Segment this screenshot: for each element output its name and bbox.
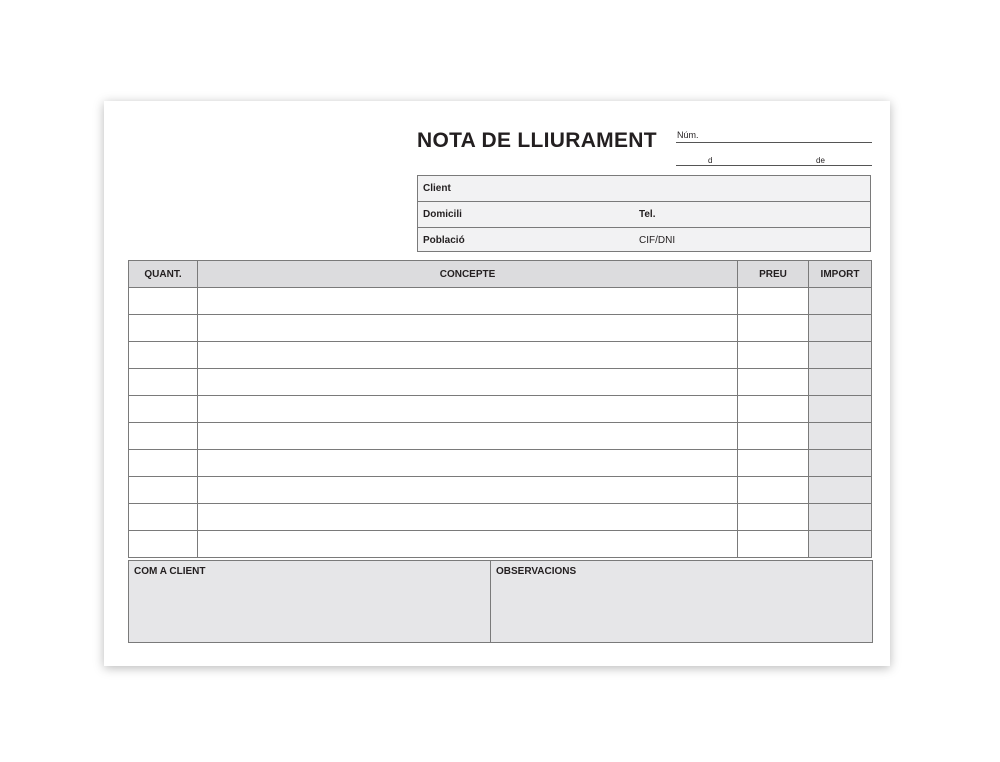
quantity-cell[interactable] [129,531,198,558]
domicili-label: Domicili [423,209,462,220]
table-row [129,450,872,477]
price-cell[interactable] [738,423,809,450]
price-cell[interactable] [738,504,809,531]
concept-cell[interactable] [198,288,738,315]
tel-label: Tel. [639,209,656,220]
date-day-label: d [708,156,713,165]
observacions-box[interactable] [491,561,872,642]
concept-cell[interactable] [198,315,738,342]
concept-cell[interactable] [198,342,738,369]
amount-cell[interactable] [809,315,872,342]
table-row [129,477,872,504]
col-price-header: PREU [738,261,809,288]
table-row [129,342,872,369]
amount-cell[interactable] [809,531,872,558]
price-cell[interactable] [738,396,809,423]
concept-cell[interactable] [198,504,738,531]
concept-cell[interactable] [198,450,738,477]
price-cell[interactable] [738,477,809,504]
table-row [129,288,872,315]
quantity-cell[interactable] [129,477,198,504]
cif-dni-label: CIF/DNI [639,235,676,246]
quantity-cell[interactable] [129,396,198,423]
items-table [128,260,872,558]
price-cell[interactable] [738,450,809,477]
concept-cell[interactable] [198,423,738,450]
amount-cell[interactable] [809,342,872,369]
delivery-note-form [104,101,890,666]
price-cell[interactable] [738,288,809,315]
client-info-box [417,175,871,252]
date-month-label: de [816,156,825,165]
price-cell[interactable] [738,315,809,342]
concept-cell[interactable] [198,396,738,423]
com-a-client-label: COM A CLIENT [134,566,206,577]
col-concept-header: CONCEPTE [198,261,738,288]
table-body [129,288,872,558]
amount-cell[interactable] [809,450,872,477]
amount-cell[interactable] [809,396,872,423]
quantity-cell[interactable] [129,342,198,369]
amount-cell[interactable] [809,369,872,396]
price-cell[interactable] [738,342,809,369]
quantity-cell[interactable] [129,315,198,342]
table-row [129,423,872,450]
com-a-client-box[interactable] [129,561,491,642]
amount-cell[interactable] [809,288,872,315]
amount-cell[interactable] [809,423,872,450]
price-cell[interactable] [738,531,809,558]
domicili-row[interactable] [418,202,870,228]
date-field-line[interactable] [676,165,872,166]
table-row [129,369,872,396]
number-label: Núm. [677,130,699,140]
quantity-cell[interactable] [129,369,198,396]
concept-cell[interactable] [198,477,738,504]
quantity-cell[interactable] [129,288,198,315]
client-row[interactable] [418,176,870,202]
table-row [129,531,872,558]
concept-cell[interactable] [198,531,738,558]
client-label: Client [423,183,451,194]
col-amount-header: IMPORT [809,261,872,288]
quantity-cell[interactable] [129,450,198,477]
poblacio-row[interactable] [418,228,870,253]
concept-cell[interactable] [198,369,738,396]
table-row [129,396,872,423]
price-cell[interactable] [738,369,809,396]
amount-cell[interactable] [809,477,872,504]
table-header-row [129,261,872,288]
col-quantity-header: QUANT. [129,261,198,288]
quantity-cell[interactable] [129,504,198,531]
form-title: NOTA DE LLIURAMENT [417,129,657,152]
poblacio-label: Població [423,235,465,246]
number-field-line[interactable] [676,142,872,143]
quantity-cell[interactable] [129,423,198,450]
amount-cell[interactable] [809,504,872,531]
observacions-label: OBSERVACIONS [496,566,577,577]
table-row [129,504,872,531]
footer-boxes [128,560,873,643]
table-row [129,315,872,342]
